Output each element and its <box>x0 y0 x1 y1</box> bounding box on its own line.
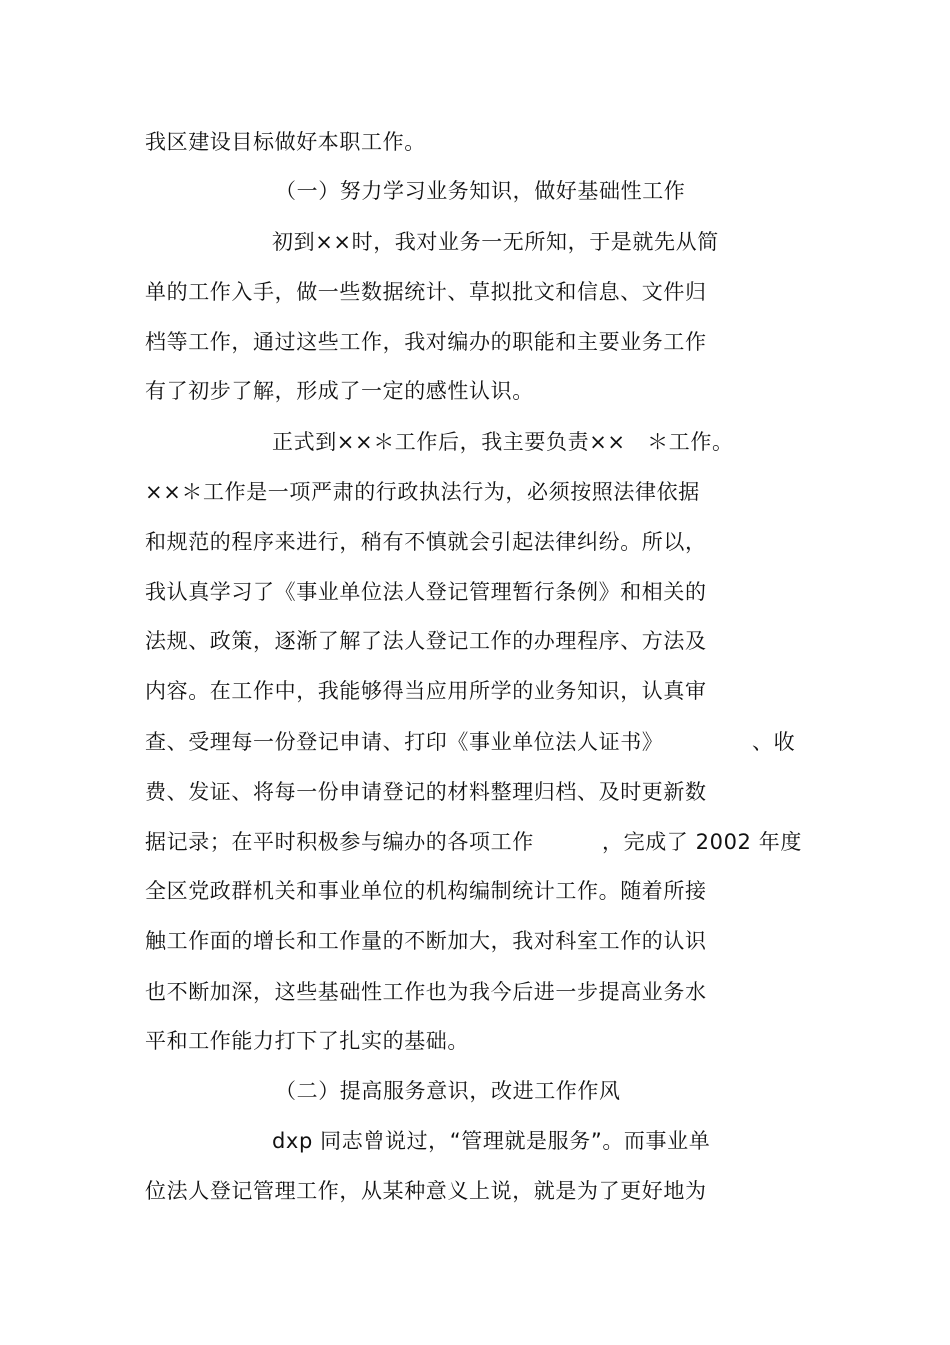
paragraph-line: 全区党政群机关和事业单位的机构编制统计工作。随着所接 <box>145 879 707 903</box>
paragraph-line: 据记录；在平时积极参与编办的各项工作 <box>145 830 534 854</box>
paragraph-line-fragment: 、收 <box>752 730 796 754</box>
paragraph-line: 我认真学习了《事业单位法人登记管理暂行条例》和相关的 <box>145 580 707 604</box>
paragraph-line: 内容。在工作中，我能够得当应用所学的业务知识，认真审 <box>145 679 707 703</box>
section-heading: （二）提高服务意识，改进工作作风 <box>275 1079 621 1103</box>
paragraph-line: 正式到××＊工作后，我主要负责×× ＊工作。 <box>272 430 734 454</box>
paragraph-line: 也不断加深，这些基础性工作也为我今后进一步提高业务水 <box>145 980 707 1004</box>
paragraph-line: 法规、政策，逐渐了解了法人登记工作的办理程序、方法及 <box>145 629 707 653</box>
paragraph-line: dxp 同志曾说过，“管理就是服务”。而事业单 <box>272 1129 711 1153</box>
paragraph-line: 单的工作入手，做一些数据统计、草拟批文和信息、文件归 <box>145 280 707 304</box>
paragraph-line: 初到××时，我对业务一无所知，于是就先从简 <box>272 230 719 254</box>
paragraph-line-fragment: ，完成了 2002 年度 <box>602 830 802 854</box>
paragraph-line: 平和工作能力打下了扎实的基础。 <box>145 1029 469 1053</box>
paragraph-line: 费、发证、将每一份申请登记的材料整理归档、及时更新数 <box>145 780 707 804</box>
paragraph-line: ××＊工作是一项严肃的行政执法行为，必须按照法律依据 <box>145 480 700 504</box>
paragraph-line: 有了初步了解，形成了一定的感性认识。 <box>145 379 534 403</box>
section-heading: （一）努力学习业务知识，做好基础性工作 <box>275 179 686 203</box>
paragraph-line: 档等工作，通过这些工作，我对编办的职能和主要业务工作 <box>145 330 707 354</box>
paragraph-line: 触工作面的增长和工作量的不断加大，我对科室工作的认识 <box>145 929 707 953</box>
paragraph-line: 查、受理每一份登记申请、打印《事业单位法人证书》 <box>145 730 664 754</box>
paragraph-line: 位法人登记管理工作，从某种意义上说，就是为了更好地为 <box>145 1179 707 1203</box>
paragraph-line: 和规范的程序来进行，稍有不慎就会引起法律纠纷。所以， <box>145 530 707 554</box>
paragraph-line: 我区建设目标做好本职工作。 <box>145 130 426 154</box>
